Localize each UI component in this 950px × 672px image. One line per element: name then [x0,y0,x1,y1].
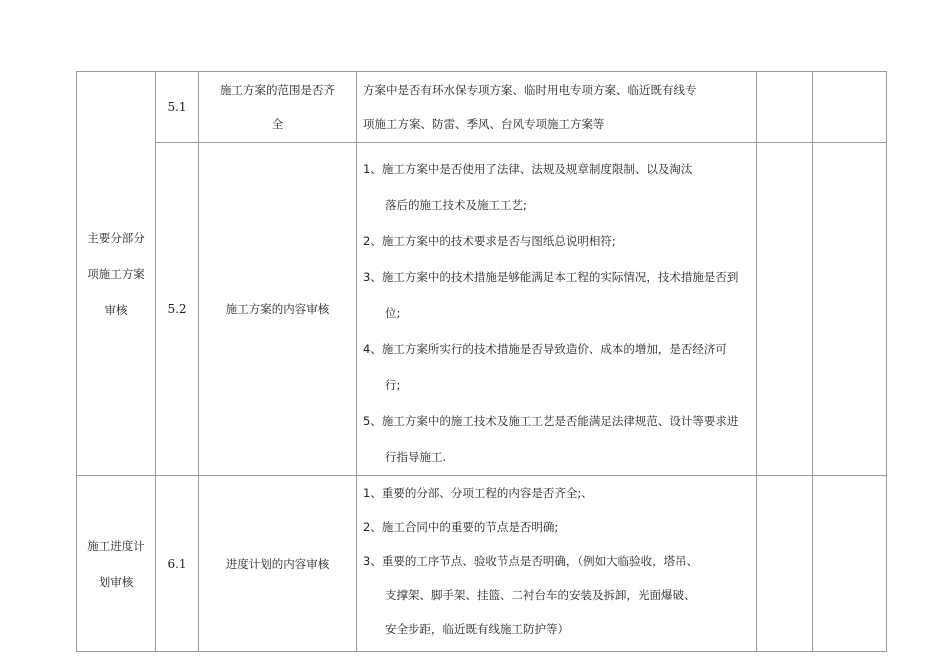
empty-cell [757,72,813,143]
requirement-line: 位; [385,306,401,320]
requirement-line: 3、重要的工序节点、验收节点是否明确，（例如大临验收，塔吊、 [363,554,699,568]
item-title-cell [199,143,357,476]
requirement-line: 4、施工方案所实行的技术措施是否导致造价、成本的增加，是否经济可 [363,342,727,356]
requirement-line: 行指导施工. [385,450,447,464]
requirement-line: 行; [385,378,401,392]
table-row [77,476,887,652]
empty-cell [757,476,813,652]
review-table [76,71,887,652]
empty-cell [813,72,887,143]
category-cell [77,476,156,652]
item-title-line: 进度计划的内容审核 [225,556,330,571]
item-title-cell [199,476,357,652]
item-title-cell [199,72,357,143]
requirement-line: 支撑架、脚手架、挂篮、二衬台车的安装及拆卸，光面爆破、 [385,588,696,602]
requirement-line: 3、施工方案中的技术措施是够能满足本工程的实际情况，技术措施是否到 [363,270,739,284]
category-line: 施工进度计 [87,538,145,553]
requirement-line: 2、施工合同中的重要的节点是否明确; [363,520,559,534]
empty-cell [813,143,887,476]
requirements-cell [357,72,757,143]
requirements-cell [357,143,757,476]
table-row [77,143,887,476]
item-number: 5.2 [156,143,199,476]
table-row [77,72,887,143]
requirement-line: 项施工方案、防雷、季风、台风专项施工方案等 [363,117,605,131]
requirement-line: 安全步距，临近既有线施工防护等） [385,622,569,636]
item-title-line: 施工方案的内容审核 [225,302,330,316]
requirement-line: 落后的施工技术及施工工艺; [385,198,527,212]
category-line: 项施工方案 [87,266,145,281]
empty-cell [757,143,813,476]
category-cell [77,72,156,476]
item-number: 5.1 [156,72,199,143]
requirement-line: 方案中是否有环水保专项方案、临时用电专项方案、临近既有线专 [363,83,697,97]
requirements-cell [357,476,757,652]
category-line: 审核 [104,302,128,317]
category-line: 主要分部分 [87,230,145,245]
item-number: 6.1 [156,476,199,652]
requirement-line: 5、施工方案中的施工技术及施工工艺是否能满足法律规范、设计等要求进 [363,414,739,428]
requirement-line: 1、施工方案中是否使用了法律、法规及规章制度限制、以及淘汰 [363,162,693,176]
requirement-line: 1、重要的分部、分项工程的内容是否齐全;、 [363,486,593,500]
category-line: 划审核 [98,574,134,589]
item-title-line: 全 [271,117,284,131]
item-title-line: 施工方案的范围是否齐 [220,83,335,97]
empty-cell [813,476,887,652]
requirement-line: 2、施工方案中的技术要求是否与图纸总说明相符; [363,234,616,248]
